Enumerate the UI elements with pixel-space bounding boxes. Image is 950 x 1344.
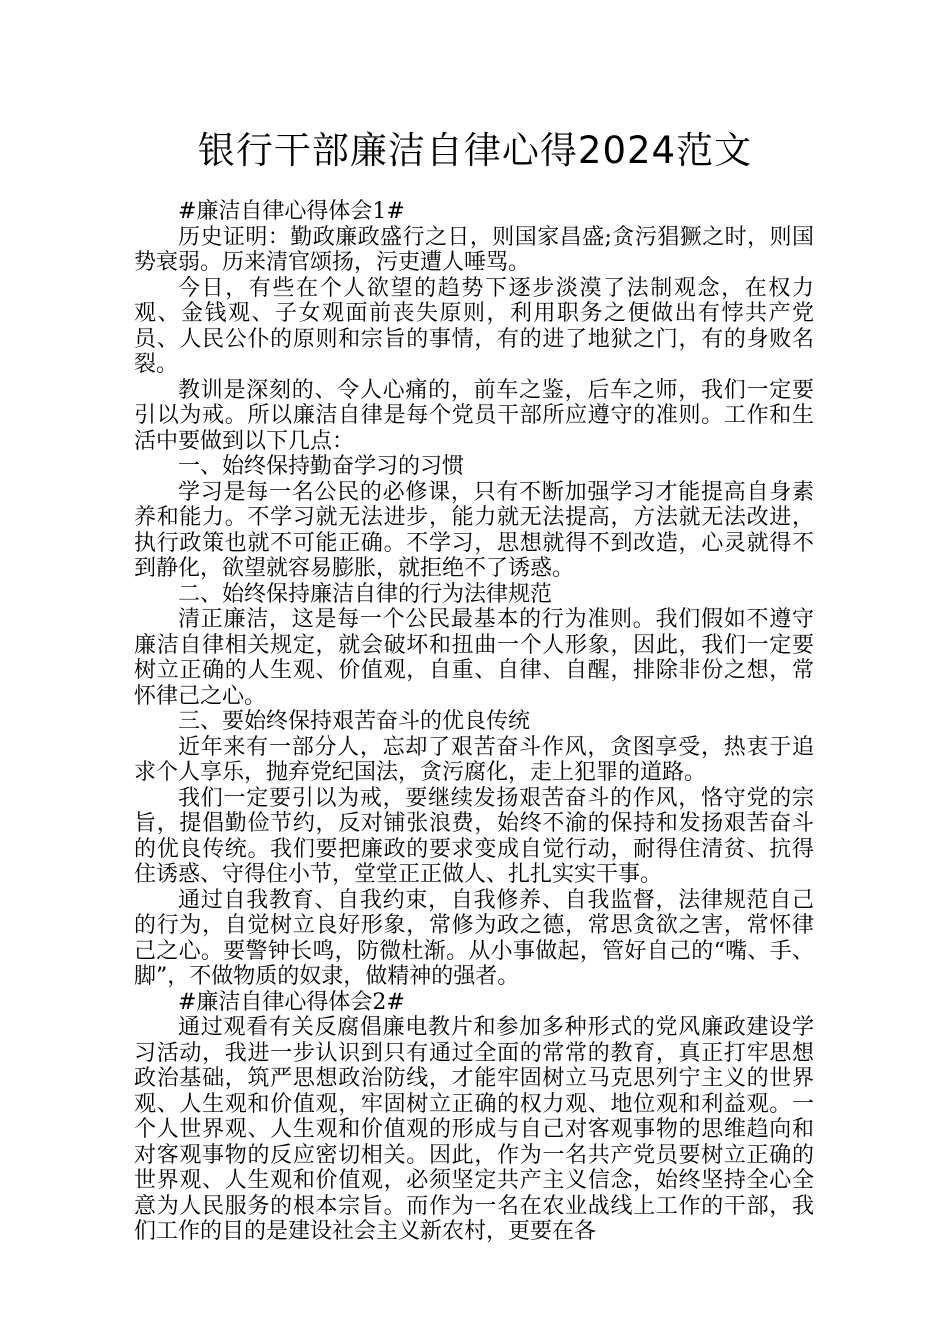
body-paragraph: 近年来有一部分人，忘却了艰苦奋斗作风，贪图享受，热衷于追求个人享乐，抛弃党纪国法，贪污腐化，走上犯罪的道路。: [134, 734, 814, 785]
body-paragraph: 今日，有些在个人欲望的趋势下逐步淡漠了法制观念，在权力观、金钱观、子女观面前丧失原则，利用职务之便做出有悖共产党员、人民公仆的原则和宗旨的事情，有的进了地狱之门，有的身败名裂。: [134, 275, 814, 377]
document-title: 银行干部廉洁自律心得2024范文: [197, 129, 753, 172]
body-paragraph: 通过自我教育、自我约束，自我修养、自我监督，法律规范自己的行为，自觉树立良好形象，常修为政之德，常思贪欲之害，常怀律己之心。要警钟长鸣，防微杜渐。从小事做起，管好自己的“嘴、手、脚”，不做物质的奴隶，做精神的强者。: [134, 887, 814, 989]
body-paragraph: 清正廉洁，这是每一个公民最基本的行为准则。我们假如不遵守廉洁自律相关规定，就会破坏和扭曲一个人形象，因此，我们一定要树立正确的人生观、价值观，自重、自律、自醒，排除非份之想，常怀律己之心。: [134, 607, 814, 709]
document-body: [134, 199, 814, 1245]
body-paragraph: 教训是深刻的、令人心痛的，前车之鉴，后车之师，我们一定要引以为戒。所以廉洁自律是每个党员干部所应遵守的准则。工作和生活中要做到以下几点：: [134, 377, 814, 454]
subheading: 一、始终保持勤奋学习的习惯: [178, 454, 465, 479]
body-paragraph: 我们一定要引以为戒，要继续发扬艰苦奋斗的作风，恪守党的宗旨，提倡勤俭节约，反对铺张浪费，始终不渝的保持和发扬艰苦奋斗的优良传统。我们要把廉政的要求变成自觉行动，耐得住清贫、抗得住诱惑、守得住小节，堂堂正正做人、扎扎实实干事。: [134, 785, 814, 887]
subheading: 二、始终保持廉洁自律的行为法律规范: [178, 581, 553, 607]
body-paragraph: 历史证明：勤政廉政盛行之日，则国家昌盛;贪污猖獗之时，则国势衰弱。历来清官颂扬，污吏遭人唾骂。: [134, 224, 814, 275]
section-heading-1: #廉洁自律心得体会1#: [178, 199, 405, 224]
subheading: 三、要始终保持艰苦奋斗的优良传统: [178, 709, 531, 734]
section-heading-2: #廉洁自律心得体会2#: [178, 989, 405, 1015]
body-paragraph: 学习是每一名公民的必修课，只有不断加强学习才能提高自身素养和能力。不学习就无法进步，能力就无法提高，方法就无法改进，执行政策也就不可能正确。不学习，思想就得不到改造，心灵就得不到静化，欲望就容易膨胀，就拒绝不了诱惑。: [134, 479, 814, 581]
body-paragraph: 通过观看有关反腐倡廉电教片和参加多种形式的党风廉政建设学习活动，我进一步认识到只有通过全面的常常的教育，真正打牢思想政治基础，筑严思想政治防线，才能牢固树立马克思列宁主义的世界观、人生观和价值观，牢固树立正确的权力观、地位观和利益观。一个人世界观、人生观和价值观的形成与自己对客观事物的思维趋向和对客观事物的反应密切相关。因此，作为一名共产党员要树立正确的世界观、人生观和价值观，必须坚定共产主义信念，始终坚持全心全意为人民服务的根本宗旨。而作为一名在农业战线上工作的干部，我们工作的目的是建设社会主义新农村，更要在各: [134, 1015, 814, 1244]
